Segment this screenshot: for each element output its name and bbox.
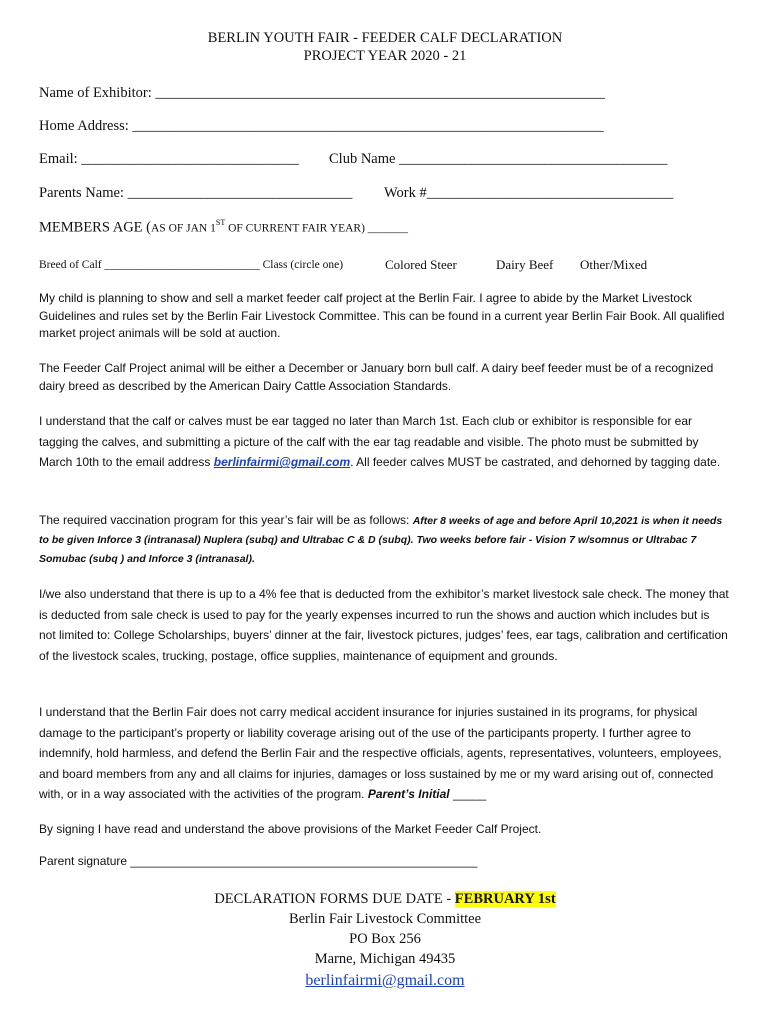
paragraph-fee: I/we also understand that there is up to a 4% fee that is deducted from the exhibitor’s market livestock sale check. The money that is deducted from sale check is used to pay for the yearly expenses incurred to run the shows and auction which includes but is not limited to: College Scholarships, buyers’ dinner at the fair, livestock pictures, judges’ fees, ear tags, calibration and certification of the livestock scales, trucking, postage, office supplies, maintenance of equipment and grounds. [39, 587, 729, 663]
club-name-field[interactable]: Club Name _____________________________________ [329, 151, 668, 167]
work-phone-field[interactable]: Work #__________________________________ [384, 185, 674, 201]
paragraph-signing: By signing I have read and understand the above provisions of the Market Feeder Calf Project. [39, 822, 542, 836]
city-state-zip: Marne, Michigan 49435 [314, 951, 456, 967]
paragraph-insurance [39, 702, 729, 805]
parent-signature-field[interactable]: Parent signature ____________________________________________________ [39, 854, 478, 868]
paragraph-ear-tagging [39, 411, 729, 473]
class-option-other-mixed[interactable]: Other/Mixed [580, 257, 648, 272]
form-title: BERLIN YOUTH FAIR - FEEDER CALF DECLARATION [207, 30, 563, 46]
insurance-text: I understand that the Berlin Fair does not carry medical accident insurance for injuries sustained in its programs, for physical damage to the participant’s property or liability coverage arising out of the use of the participants property. I further agree to indemnify, hold harmless, and defend the Berlin Fair and the respective officials, agents, representatives, volunteers, employees, and board members from any and all claims for injuries, damages or loss sustained by me or my ward arising out of, connected with, or in a way associated with the activities of the program. [39, 705, 722, 801]
members-age-note-end: OF CURRENT FAIR YEAR) _______ [225, 222, 409, 235]
class-option-dairy-beef[interactable]: Dairy Beef [496, 257, 554, 272]
ear-tag-text-end: . All feeder calves MUST be castrated, and dehorned by tagging date. [350, 455, 721, 469]
email-link[interactable]: berlinfairmi@gmail.com [213, 455, 351, 469]
members-age-field[interactable] [39, 218, 408, 236]
footer-email-line [0, 972, 770, 990]
parents-name-field[interactable]: Parents Name: _______________________________ [39, 185, 353, 201]
due-date-highlight: FEBRUARY 1st [454, 891, 556, 907]
members-age-sup: ST [215, 218, 226, 227]
parents-initial-label: Parent’s Initial [367, 787, 450, 801]
footer-email-link[interactable]: berlinfairmi@gmail.com [305, 972, 465, 989]
email-field[interactable]: Email: ______________________________ [39, 151, 299, 167]
due-date-line [0, 891, 770, 908]
project-year: PROJECT YEAR 2020 - 21 [303, 48, 467, 64]
committee-name: Berlin Fair Livestock Committee [288, 911, 482, 927]
members-age-label: MEMBERS AGE ( [39, 219, 151, 236]
class-option-colored-steer[interactable]: Colored Steer [385, 257, 457, 272]
members-age-note: AS OF JAN 1 [151, 222, 216, 235]
exhibitor-name-field[interactable]: Name of Exhibitor: ______________________________________________________________ [39, 85, 605, 101]
home-address-field[interactable]: Home Address: _________________________________________________________________ [39, 118, 604, 134]
vaccination-intro: The required vaccination program for this year’s fair will be as follows: [39, 513, 413, 527]
paragraph-calf-project: The Feeder Calf Project animal will be either a December or January born bull calf. A dairy beef feeder must be of a recognized dairy breed as described by the American Dairy Cattle Association Standards. [39, 361, 714, 393]
ear-tag-text: I understand that the calf or calves must be ear tagged no later than March 1st. Each club or exhibitor is responsible for ear tagging the calves, and submitting a picture of the calf with the ear tag readable and visible. The photo must be submitted by March 10th to the email address [39, 414, 699, 469]
breed-of-calf-field[interactable]: Breed of Calf ___________________________ Class (circle one) [39, 259, 344, 271]
paragraph-vaccination [39, 511, 729, 568]
paragraph-agreement: My child is planning to show and sell a market feeder calf project at the Berlin Fair. I agree to abide by the Market Livestock Guidelines and rules set by the Berlin Fair Livestock Committee. This can be found in a current year Berlin Fair Book. All qualified market project animals will be sold at auction. [39, 291, 725, 340]
vaccination-schedule: After 8 weeks of age and before April 10,2021 is when it needs to be given Inforce 3 (intranasal) Nuplera (subq) and Ultrabac C & D (subq). Two weeks before fair - Vision 7 w/somnus or Ultrabac 7 Somubac (subq ) and Inforce 3 (intranasal). [39, 515, 723, 565]
po-box: PO Box 256 [349, 931, 421, 947]
parents-initial-field[interactable]: _____ [449, 787, 487, 801]
due-date-label: DECLARATION FORMS DUE DATE - [214, 891, 455, 907]
